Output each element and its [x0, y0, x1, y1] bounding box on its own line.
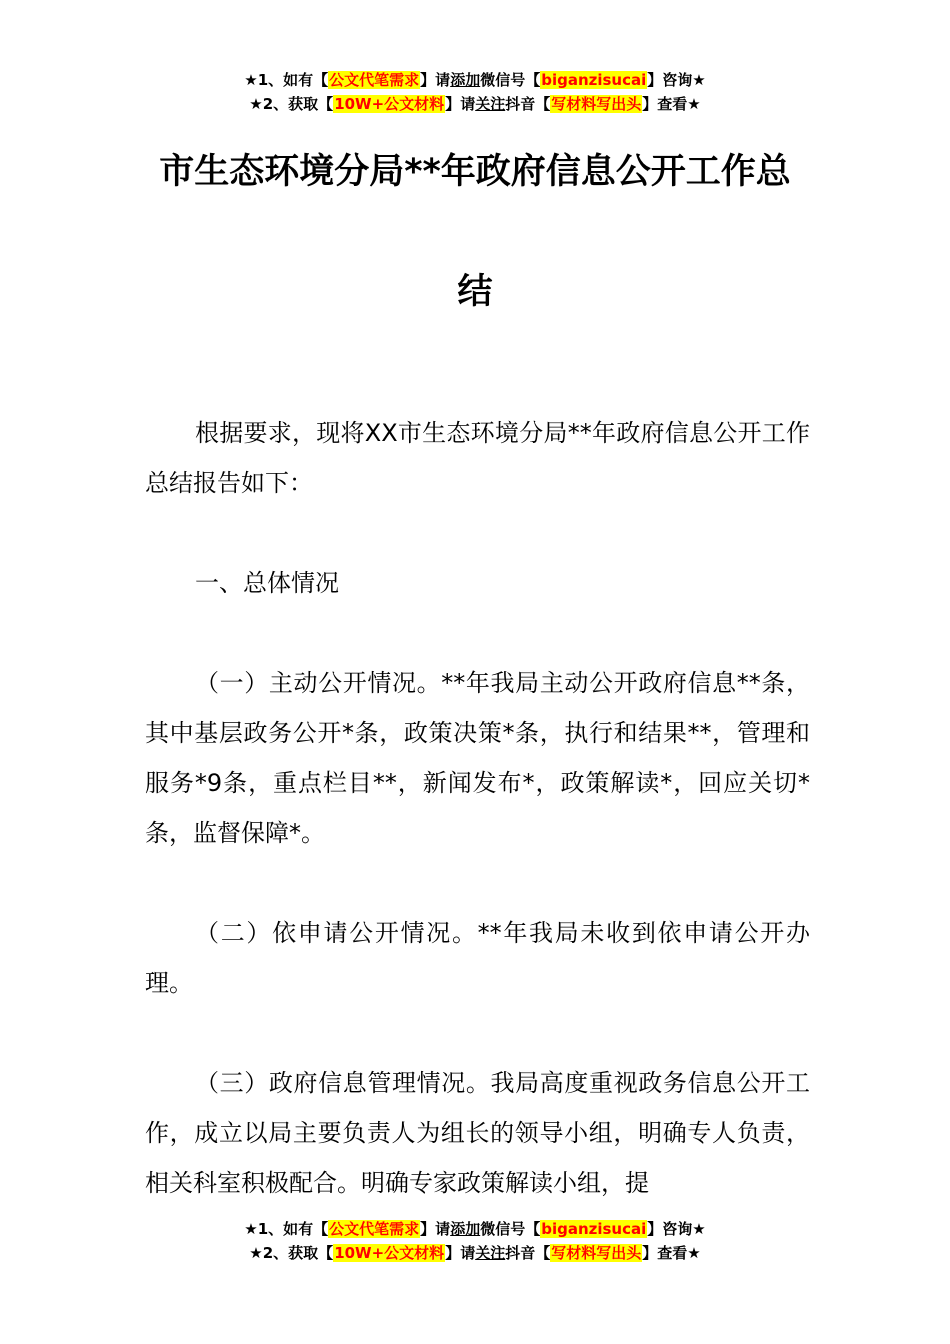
banner-text: 】咨询★: [647, 1220, 706, 1238]
banner-text: 】咨询★: [647, 71, 706, 89]
banner-text: 微信号【: [480, 71, 541, 89]
footer-banner: [0, 1217, 950, 1265]
banner-text: 】查看★: [642, 1244, 701, 1262]
banner-highlight: 写材料写出头: [551, 1244, 642, 1262]
header-banner: [0, 68, 950, 116]
banner-line-2: [0, 1241, 950, 1265]
banner-highlight: 10W+公文材料: [334, 95, 445, 113]
intro-paragraph: 根据要求，现将XX市生态环境分局**年政府信息公开工作总结报告如下：: [145, 419, 810, 497]
banner-text: 】请: [420, 1220, 451, 1238]
banner-highlight: biganzisucai: [541, 71, 647, 89]
banner-text: 】请: [445, 95, 476, 113]
document-title-line-1: 市生态环境分局**年政府信息公开工作总: [159, 152, 791, 192]
banner-text: 微信号【: [480, 1220, 541, 1238]
banner-text: 】请: [420, 71, 451, 89]
document-title-line-2: 结: [457, 272, 493, 312]
banner-highlight: 公文代笔需求: [329, 1220, 420, 1238]
banner-text: ★1、如有【: [244, 1220, 329, 1238]
banner-highlight: 10W+公文材料: [334, 1244, 445, 1262]
banner-highlight: 写材料写出头: [551, 95, 642, 113]
banner-highlight: biganzisucai: [541, 1220, 647, 1238]
banner-text: ★2、获取【: [249, 1244, 334, 1262]
banner-underlined-text: 添加: [450, 71, 481, 89]
banner-text: 抖音【: [505, 1244, 551, 1262]
banner-underlined-text: 关注: [475, 1244, 506, 1262]
banner-line-1: [0, 68, 950, 92]
document-body: [145, 408, 810, 1208]
section-heading: 一、总体情况: [195, 569, 339, 597]
banner-highlight: 公文代笔需求: [329, 71, 420, 89]
banner-text: 】查看★: [642, 95, 701, 113]
banner-text: 】请: [445, 1244, 476, 1262]
banner-text: ★1、如有【: [244, 71, 329, 89]
banner-line-2: [0, 92, 950, 116]
banner-text: ★2、获取【: [249, 95, 334, 113]
banner-underlined-text: 关注: [475, 95, 506, 113]
banner-text: 抖音【: [505, 95, 551, 113]
body-paragraph: （二）依申请公开情况。**年我局未收到依申请公开办理。: [145, 919, 810, 997]
banner-line-1: [0, 1217, 950, 1241]
body-paragraph: （一）主动公开情况。**年我局主动公开政府信息**条，其中基层政务公开*条，政策决策*条，执行和结果**，管理和服务*9条，重点栏目**，新闻发布*，政策解读*，回应关切*条，监督保障*。: [145, 669, 810, 847]
body-paragraph: （三）政府信息管理情况。我局高度重视政务信息公开工作，成立以局主要负责人为组长的领导小组，明确专人负责，相关科室积极配合。明确专家政策解读小组，提: [145, 1069, 810, 1197]
banner-underlined-text: 添加: [450, 1220, 481, 1238]
